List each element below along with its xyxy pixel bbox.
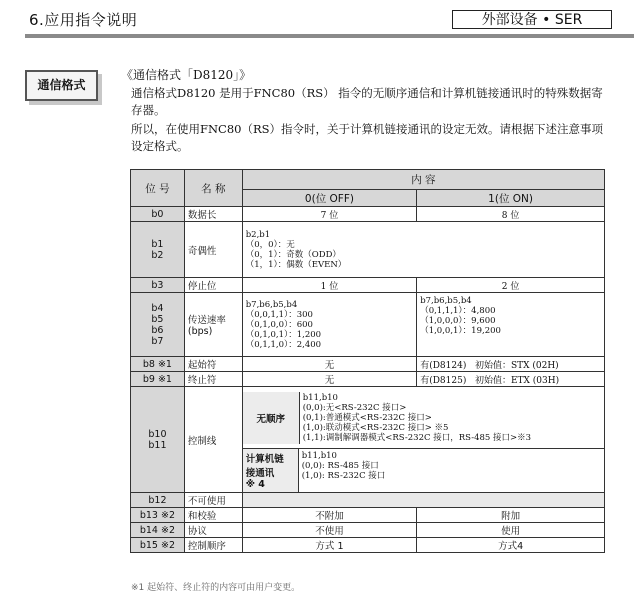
page-title: 6.应用指令说明 (29, 11, 138, 29)
section-title: 《通信格式「D8120」》 (121, 68, 252, 82)
header-on: 1(位 ON) (417, 190, 605, 207)
table-row: b8 ※1 起始符 无 有(D8124) 初始值：STX (02H) (131, 357, 605, 372)
header-rule (25, 34, 634, 38)
table-row: 计算机链 接通讯 ※ 4 b11,b10 (0,0): RS-485 接口 (1,0): RS-232C 接口 (131, 449, 605, 493)
side-tab: 通信格式 (25, 70, 98, 101)
table-row: b4 b5 b6 b7 传送速率 (bps) b7,b6,b5,b4 （0,0,1,1）：300 （0,1,0,0）：600 （0,1,0,1）：1,200 （0,1,1,0）：2,400 b7,b6,b5,b4 （0,1,1,1）：4,800 （1,0,0,0）：9,600 （1,0,0,1）：19,200 (131, 293, 605, 357)
header-bit: 位 号 (131, 170, 185, 207)
intro-paragraph-1: 通信格式D8120 是用于FNC80（RS） 指令的无顺序通信和计算机链接通讯时的特殊数据寄存器。 (131, 86, 603, 117)
section-label: 外部设备 • SER (452, 10, 612, 29)
table-row: b1 b2 奇偶性 b2,b1 （0，0）：无 （0，1）：奇数（ODD） （1，1）：偶数（EVEN） (131, 222, 605, 278)
table-row: b9 ※1 终止符 无 有(D8125) 初始值：ETX (03H) (131, 372, 605, 387)
table-row: b12 不可使用 (131, 493, 605, 508)
header-off: 0(位 OFF) (242, 190, 416, 207)
table-row: b3 停止位 1 位 2 位 (131, 278, 605, 293)
table-row: b10 b11 控制线 无顺序 b11,b10 (0,0):无<RS-232C 接口> (0,1):普通模式<RS-232C 接口> (1,0):联动模式<RS-232C 接口> ※5 (1,1):调制解调器模式<RS-232C 接口，RS-485 接口>※3 (131, 387, 605, 449)
intro-paragraph-2: 所以，在使用FNC80（RS）指令时，关于计算机链接通讯的设定无效。请根据下述注意事项设定格式。 (131, 122, 604, 153)
header-name: 名 称 (184, 170, 242, 207)
table-row: b15 ※2 控制顺序 方式 1 方式4 (131, 538, 605, 553)
table-row: b13 ※2 和校验 不附加 附加 (131, 508, 605, 523)
format-table (130, 169, 605, 553)
header-content: 内 容 (242, 170, 604, 190)
table-row: b0 数据长 7 位 8 位 (131, 207, 605, 222)
table-row: b14 ※2 协议 不使用 使用 (131, 523, 605, 538)
footnote: ※1 起始符、终止符的内容可由用户变更。 (131, 583, 301, 593)
